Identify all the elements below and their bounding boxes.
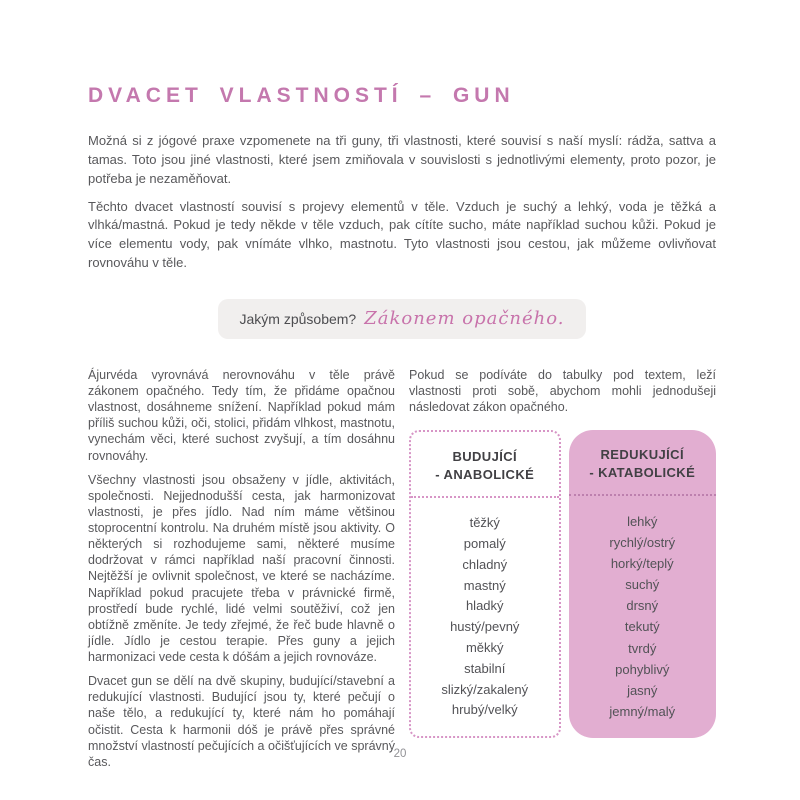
left-column xyxy=(88,367,395,778)
table-cell: hrubý/velký xyxy=(451,702,518,718)
table-cell: hustý/pevný xyxy=(450,619,520,635)
table-cell: slizký/zakalený xyxy=(441,681,529,697)
table-cell: tvrdý xyxy=(628,640,657,656)
table-cell: pomalý xyxy=(463,535,506,551)
table-cell: rychlý/ostrý xyxy=(609,534,676,550)
intro-paragraph-2: Těchto dvacet vlastností souvisí s projevy elementů v těle. Vzduch je suchý a lehký, voda je těžká a vlhká/mastná. Pokud je tedy někde v těle vzduch, pak cítíte sucho, máte například suchou kůži. Pokud je více elementu vody, pak vnímáte vlhko, mastnotu. Tyto vlastnosti jsou cestou, jak můžeme ovlivňovat rovnováhu v těle. xyxy=(88,198,716,271)
catabolic-column xyxy=(569,430,717,738)
table-cell: pohyblivý xyxy=(615,661,670,677)
table-cell: horký/teplý xyxy=(610,555,674,571)
anabolic-column xyxy=(409,430,561,738)
left-paragraph-2: Všechny vlastnosti jsou obsaženy v jídle, aktivitách, společnosti. Nejjednodušší cesta, jak harmonizovat vlastnosti, je přes jídlo. Nad ním máme většinou stoprocentní kontrolu. Na druhém místě jsou aktivity. O některých si rozhodujeme sami, některé musíme dodržovat v rámci například naší pracovní činnosti. Nejtěžší je ovlivnit společnost, ve které se nacházíme. Například pokud pracujete třeba v právnické firmě, prostředí bude rychlé, lidé velmi soutěživí, což jen obtížně změníte. Je tedy zřejmé, že řeč bude hlavně o jídle. Jídlo je cestou terapie. Přes guny a jejich harmonizaci vede cesta k dóšám a jejich rovnováze. xyxy=(88,472,395,665)
table-cell: tekutý xyxy=(624,619,660,635)
left-paragraph-3: Dvacet gun se dělí na dvě skupiny, budující/stavební a redukující vlastnosti. Budující jsou ty, které pečují o naše tělo, a redukující ty, které nám ho pomáhají očistit. Cesta k harmonii dóš je právě přes správné množství vlastností pečujících a očišťujících ve správný čas. xyxy=(88,674,395,769)
table-cell: měkký xyxy=(465,639,504,655)
catabolic-header-line1: REDUKUJÍCÍ xyxy=(600,447,684,463)
page-number: 20 xyxy=(393,748,407,760)
catabolic-header xyxy=(569,430,717,496)
banner-question: Jakým způsobem? xyxy=(239,310,357,327)
table-cell: těžký xyxy=(469,515,500,531)
table-cell: drsný xyxy=(626,598,659,614)
left-paragraph-1: Ájurvéda vyrovnává nerovnováhu v těle právě zákonem opačného. Tedy tím, že přidáme opačnou vlastnost, dosáhneme snížení. Například pokud mám příliš suchou kůži, oči, stolici, přidám vlhkost, mastnotu, vynechám věci, které suchost zvyšují, a tím dosáhnu rovnováhy. xyxy=(88,367,395,463)
table-cell: jasný xyxy=(627,682,658,698)
catabolic-list xyxy=(569,496,717,738)
catabolic-header-line2: - KATABOLICKÉ xyxy=(589,464,696,480)
two-column-layout xyxy=(88,367,716,778)
page-title: DVACET VLASTNOSTÍ – GUN xyxy=(88,84,515,107)
intro-paragraph-1: Možná si z jógové praxe vzpomenete na tři guny, tři vlastnosti, které souvisí s naší myslí: rádža, sattva a tamas. Toto jsou jiné vlastnosti, které jsem zmiňovala v souvislosti s jednotlivými elementy, proto pozor, je potřeba je nezaměňovat. xyxy=(88,133,716,186)
anabolic-header-line2: - ANABOLICKÉ xyxy=(435,466,535,482)
question-banner xyxy=(218,299,586,339)
qualities-table xyxy=(409,430,716,738)
table-cell: suchý xyxy=(625,577,660,593)
banner-answer: Zákonem opačného. xyxy=(364,308,565,330)
anabolic-list xyxy=(411,498,559,736)
table-cell: hladký xyxy=(465,598,504,614)
table-cell: jemný/malý xyxy=(609,704,676,720)
anabolic-header-line1: BUDUJÍCÍ xyxy=(452,449,518,465)
table-cell: mastný xyxy=(463,577,506,593)
table-cell: lehký xyxy=(627,513,658,529)
right-paragraph-1: Pokud se podíváte do tabulky pod textem, leží vlastnosti proti sobě, abychom mohli jednodušeji následovat zákon opačného. xyxy=(409,367,716,415)
table-cell: chladný xyxy=(462,556,508,572)
anabolic-header xyxy=(411,432,559,498)
table-cell: stabilní xyxy=(464,660,506,676)
intro-section xyxy=(88,132,716,273)
right-column xyxy=(409,367,716,778)
